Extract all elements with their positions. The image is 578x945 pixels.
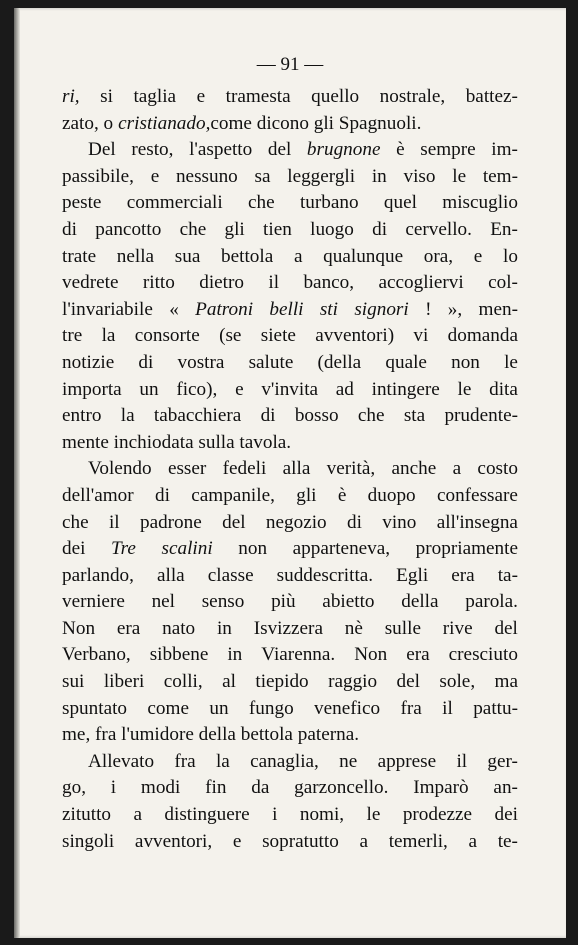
- text-line: [62, 616, 518, 643]
- word: la: [101, 325, 116, 347]
- italic-word: brugnone: [306, 139, 381, 161]
- word: cresciuto: [448, 644, 518, 666]
- word: parola.: [465, 591, 518, 613]
- word: dei: [494, 804, 518, 826]
- word: il: [108, 511, 120, 533]
- word: sole,: [439, 671, 476, 693]
- word: siete: [260, 325, 296, 347]
- word: tien: [263, 218, 292, 240]
- word: Verbano,: [62, 644, 131, 666]
- word: si: [100, 86, 113, 107]
- word: Viarenna.: [261, 644, 336, 666]
- word: Isvizzera: [253, 617, 323, 639]
- word: dietro: [199, 272, 244, 294]
- word: quello: [311, 86, 360, 107]
- word: prodezze: [402, 804, 473, 826]
- word: trate: [62, 245, 97, 267]
- word: anche: [391, 458, 437, 480]
- word: En-: [490, 218, 518, 240]
- word: Volendo: [88, 458, 152, 480]
- word: gli: [296, 484, 317, 506]
- book-page: [14, 8, 566, 938]
- text-line: [62, 190, 518, 217]
- word: fico),: [176, 378, 218, 400]
- word: Non: [354, 644, 388, 666]
- word: che: [357, 405, 385, 427]
- word: salute: [248, 351, 294, 373]
- text-line: [62, 696, 518, 723]
- word: costo: [477, 458, 518, 480]
- word: luogo: [310, 218, 354, 240]
- word: vedrete: [62, 272, 119, 294]
- word: bettola: [221, 245, 274, 267]
- word: alla: [157, 564, 185, 586]
- word: consorte: [134, 325, 200, 347]
- word: gli: [224, 218, 245, 240]
- word: taglia: [133, 86, 177, 107]
- word: parlando,: [62, 564, 134, 586]
- word: ne: [339, 750, 358, 772]
- word: quel: [383, 192, 417, 214]
- word: sua: [174, 245, 201, 267]
- word: Non: [62, 617, 96, 639]
- word: verniere: [62, 591, 125, 613]
- word: al: [222, 671, 236, 693]
- word: è: [337, 484, 347, 506]
- word: (della: [317, 351, 362, 373]
- word: singoli: [62, 830, 115, 852]
- word: intingere: [371, 378, 440, 400]
- word: sibbene: [149, 644, 209, 666]
- word: me, fra l'umidore della bettola paterna.: [62, 724, 360, 746]
- word: tramesta: [225, 86, 291, 107]
- word: fra: [174, 750, 196, 772]
- text-line: [62, 323, 518, 350]
- word: abietto: [322, 591, 375, 613]
- word: dell'amor: [62, 484, 134, 506]
- word: fungo: [248, 697, 294, 719]
- word: come dicono gli Spagnuoli.: [210, 112, 422, 134]
- word: nostrale,: [379, 86, 446, 107]
- word: il: [456, 750, 468, 772]
- italic-word: belli: [269, 298, 304, 320]
- word: negozio: [265, 511, 327, 533]
- word: sa: [254, 165, 271, 187]
- word: le: [452, 165, 467, 187]
- italic-word: sti: [319, 298, 338, 320]
- word: è: [396, 139, 405, 161]
- word: ad: [335, 378, 354, 400]
- word: del: [396, 671, 420, 693]
- word: a: [293, 245, 303, 267]
- word: fedeli: [222, 458, 267, 480]
- text-line: [62, 350, 518, 377]
- word: verità,: [326, 458, 376, 480]
- word: di: [154, 484, 170, 506]
- word: che: [179, 218, 207, 240]
- word: e: [235, 378, 244, 400]
- word: tem-: [482, 165, 518, 187]
- word: confessare: [436, 484, 518, 506]
- word: apparteneva,: [292, 538, 391, 560]
- word: an-: [493, 777, 518, 799]
- word: colli,: [163, 671, 203, 693]
- text-line: [62, 589, 518, 616]
- word: battez-: [465, 86, 518, 107]
- word: resto,: [131, 139, 174, 161]
- word: mente inchiodata sulla tavola.: [62, 431, 292, 453]
- word: era: [116, 617, 141, 639]
- word: domanda: [447, 325, 518, 347]
- word: e: [232, 830, 242, 852]
- word: lo: [502, 245, 518, 267]
- word: Egli: [396, 564, 429, 586]
- word: padrone: [139, 511, 202, 533]
- word: !: [425, 298, 432, 320]
- paragraph: [62, 749, 518, 855]
- word: im-: [491, 139, 518, 161]
- word: da: [251, 777, 270, 799]
- word: ger-: [487, 750, 518, 772]
- word: campanile,: [191, 484, 275, 506]
- text-line: [62, 749, 518, 776]
- word: suddescritta.: [276, 564, 374, 586]
- word: zato, o: [62, 112, 114, 134]
- word: il: [442, 697, 453, 719]
- text-line: [62, 111, 518, 138]
- italic-word: Patroni: [195, 298, 254, 320]
- word: apprese: [377, 750, 437, 772]
- word: bosso: [294, 405, 339, 427]
- word: distinguere: [164, 804, 250, 826]
- word: esser: [167, 458, 207, 480]
- text-line: [62, 270, 518, 297]
- word: qualunque: [323, 245, 404, 267]
- word: »,: [447, 298, 463, 320]
- text-line: [62, 403, 518, 430]
- word: l'invariabile: [62, 298, 153, 320]
- text-line: [62, 217, 518, 244]
- paragraph: [62, 456, 518, 749]
- text-line: [62, 430, 518, 457]
- word: nato: [162, 617, 196, 639]
- word: pattu-: [473, 697, 518, 719]
- word: sopratutto: [262, 830, 339, 852]
- word: Del: [88, 139, 116, 161]
- word: un: [139, 378, 159, 400]
- word: fin: [205, 777, 227, 799]
- word: nè: [344, 617, 363, 639]
- text-line: [62, 536, 518, 563]
- word: della: [401, 591, 439, 613]
- word: e: [150, 165, 160, 187]
- word: di: [372, 218, 388, 240]
- italic-word: signori: [354, 298, 409, 320]
- word: importa: [62, 378, 122, 400]
- word: quale: [385, 351, 427, 373]
- word: all'insegna: [436, 511, 518, 533]
- word: sempre: [420, 139, 476, 161]
- word: sui: [62, 671, 85, 693]
- word: come: [147, 697, 189, 719]
- text-line: [62, 137, 518, 164]
- word: le: [457, 378, 472, 400]
- word: le: [504, 351, 518, 373]
- word: un: [209, 697, 229, 719]
- word: i: [110, 777, 117, 799]
- word: sta: [403, 405, 426, 427]
- word: avventori,: [134, 830, 213, 852]
- word: modi: [140, 777, 181, 799]
- page-gutter-shadow: [14, 8, 20, 938]
- text-line: [62, 84, 518, 111]
- word: banco,: [303, 272, 355, 294]
- word: nella: [116, 245, 155, 267]
- word: nessuno: [175, 165, 238, 187]
- italic-word: Tre: [111, 538, 136, 560]
- word: liberi: [103, 671, 145, 693]
- word: accogliervi: [378, 272, 464, 294]
- word: dei: [62, 538, 86, 560]
- word: le: [366, 804, 381, 826]
- word: Allevato: [88, 750, 155, 772]
- word: miscuglio: [442, 192, 518, 214]
- word: in: [227, 644, 243, 666]
- word: v'invita: [261, 378, 319, 400]
- paragraph: [62, 137, 518, 456]
- word: «: [169, 298, 179, 320]
- word: che: [62, 511, 89, 533]
- word: di: [346, 511, 362, 533]
- word: viso: [403, 165, 436, 187]
- text-line: [62, 642, 518, 669]
- word: e: [196, 86, 206, 107]
- word: passibile,: [62, 165, 134, 187]
- word: commerciali: [126, 192, 223, 214]
- word: a: [468, 830, 478, 852]
- word: di: [138, 351, 154, 373]
- page-number: — 91 —: [256, 54, 324, 75]
- word: tabacchiera: [153, 405, 242, 427]
- word: a: [359, 830, 369, 852]
- word: del: [222, 511, 246, 533]
- text-line: [62, 510, 518, 537]
- word: col-: [488, 272, 518, 294]
- word: temerli,: [388, 830, 448, 852]
- word: a: [133, 804, 142, 826]
- word: di: [62, 218, 77, 240]
- text-line: [62, 164, 518, 191]
- text-line: [62, 775, 518, 802]
- word: tre: [62, 325, 83, 347]
- word: nomi,: [299, 804, 345, 826]
- word: Imparò: [413, 777, 469, 799]
- paragraph: [62, 84, 518, 137]
- text-line: [62, 802, 518, 829]
- word: peste: [62, 192, 102, 214]
- italic-word: scalini: [161, 538, 213, 560]
- word: classe: [207, 564, 254, 586]
- word: non: [238, 538, 268, 560]
- word: fra: [400, 697, 422, 719]
- word: turbano: [299, 192, 359, 214]
- word: ritto: [142, 272, 175, 294]
- word: go,: [62, 777, 86, 799]
- word: (se: [219, 325, 242, 347]
- text-line: [62, 483, 518, 510]
- italic-word: cristianado,: [118, 112, 211, 134]
- word: entro: [62, 405, 102, 427]
- word: nel: [151, 591, 176, 613]
- text-line: [62, 563, 518, 590]
- italic-word: ri,: [62, 86, 80, 107]
- word: dita: [489, 378, 518, 400]
- word: che: [248, 192, 275, 214]
- word: men-: [478, 298, 518, 320]
- word: vi: [413, 325, 429, 347]
- word: a: [452, 458, 462, 480]
- word: senso: [201, 591, 245, 613]
- text-line: [62, 829, 518, 856]
- word: l'aspetto: [189, 139, 253, 161]
- word: duopo: [367, 484, 416, 506]
- word: vostra: [177, 351, 225, 373]
- word: del: [494, 617, 518, 639]
- word: in: [216, 617, 232, 639]
- word: alla: [282, 458, 311, 480]
- word: cervello.: [405, 218, 472, 240]
- word: sulle: [384, 617, 421, 639]
- word: propriamente: [415, 538, 518, 560]
- word: e: [473, 245, 483, 267]
- word: prudente-: [444, 405, 518, 427]
- word: canaglia,: [250, 750, 319, 772]
- word: raggio: [328, 671, 378, 693]
- word: venefico: [314, 697, 381, 719]
- word: ma: [494, 671, 518, 693]
- word: garzoncello.: [294, 777, 389, 799]
- word: il: [268, 272, 280, 294]
- word: non: [451, 351, 480, 373]
- word: zitutto: [62, 804, 112, 826]
- word: pancotto: [95, 218, 162, 240]
- text-line: [62, 722, 518, 749]
- word: notizie: [62, 351, 115, 373]
- text-line: [62, 669, 518, 696]
- text-line: [62, 297, 518, 324]
- word: rive: [442, 617, 473, 639]
- word: ora,: [423, 245, 454, 267]
- word: più: [271, 591, 296, 613]
- word: te-: [497, 830, 518, 852]
- word: la: [120, 405, 135, 427]
- word: ta-: [497, 564, 518, 586]
- word: del: [267, 139, 292, 161]
- word: era: [451, 564, 475, 586]
- word: leggergli: [287, 165, 356, 187]
- text-line: [62, 377, 518, 404]
- word: vino: [382, 511, 417, 533]
- body-text: [62, 84, 518, 855]
- word: avventori): [315, 325, 395, 347]
- word: la: [215, 750, 230, 772]
- text-line: [62, 456, 518, 483]
- word: di: [260, 405, 276, 427]
- word: i: [272, 804, 278, 826]
- word: in: [371, 165, 387, 187]
- word: era: [406, 644, 430, 666]
- word: spuntato: [62, 697, 128, 719]
- text-line: [62, 244, 518, 271]
- word: tiepido: [255, 671, 309, 693]
